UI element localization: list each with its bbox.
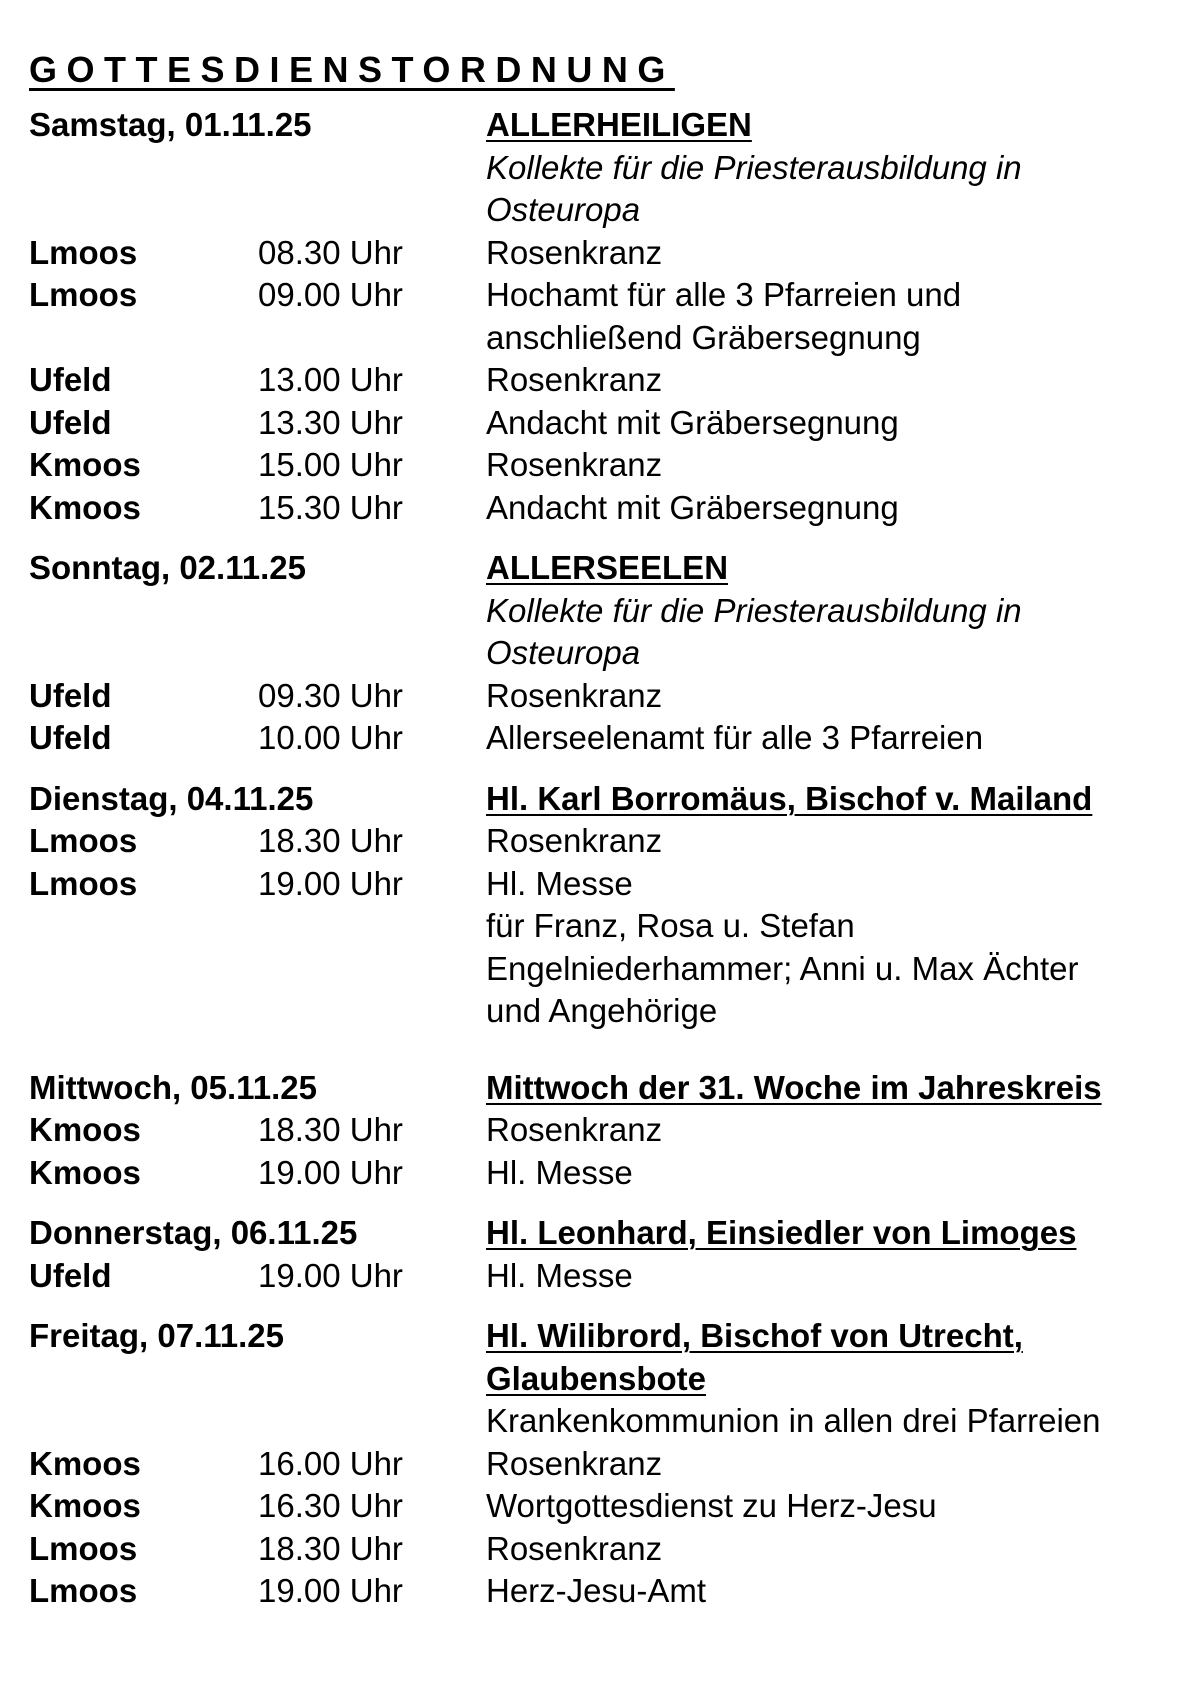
day-date: Donnerstag, 06.11.25: [29, 1214, 358, 1251]
service-place: Lmoos: [29, 1572, 138, 1609]
spacer: [29, 632, 486, 675]
day-header-row: [29, 547, 1169, 590]
service-time: 10.00 Uhr: [258, 719, 403, 756]
service-row: [29, 675, 1169, 718]
service-description: Engelniederhammer; Anni u. Max Ächter: [486, 949, 1079, 987]
service-row: [29, 717, 1169, 760]
service-row: [29, 359, 1169, 402]
service-place: Kmoos: [29, 1487, 141, 1524]
service-description: Wortgottesdienst zu Herz-Jesu: [486, 1487, 937, 1524]
service-time: 19.00 Uhr: [258, 864, 403, 902]
service-time: 18.30 Uhr: [258, 822, 403, 859]
day-header-row: [29, 1212, 1169, 1255]
day-gap: [29, 529, 1169, 547]
service-row: [29, 1152, 1169, 1195]
day-block: [29, 1212, 1169, 1297]
service-row: [29, 274, 1169, 317]
service-place: Lmoos: [29, 233, 138, 271]
feast-title: ALLERSEELEN: [486, 549, 729, 586]
day-block: [29, 778, 1169, 1033]
day-block: [29, 1315, 1169, 1613]
feast-title: Hl. Karl Borromäus, Bischof v. Mailand: [486, 779, 1093, 817]
service-row: [29, 444, 1169, 487]
service-time: 18.30 Uhr: [258, 1111, 403, 1148]
spacer: [258, 948, 486, 991]
spacer: [29, 317, 258, 360]
service-row: [29, 1443, 1169, 1486]
service-description: Hl. Messe: [486, 864, 633, 902]
service-time: 09.00 Uhr: [258, 276, 403, 313]
service-description: Hl. Messe: [486, 1256, 633, 1294]
day-header-row: [29, 189, 1169, 232]
service-place: Lmoos: [29, 276, 138, 313]
service-place: Ufeld: [29, 361, 112, 398]
service-time: 15.00 Uhr: [258, 446, 403, 483]
service-description: Rosenkranz: [486, 822, 663, 859]
service-description: Hochamt für alle 3 Pfarreien und: [486, 276, 962, 313]
service-place: Lmoos: [29, 864, 138, 902]
service-row: [29, 990, 1169, 1033]
spacer: [29, 990, 258, 1033]
service-row: [29, 1528, 1169, 1571]
service-time: 13.00 Uhr: [258, 361, 403, 398]
service-description: Rosenkranz: [486, 361, 663, 398]
service-row: [29, 317, 1169, 360]
service-description: Andacht mit Gräbersegnung: [486, 403, 899, 441]
day-note: Krankenkommunion in allen drei Pfarreien: [486, 1402, 1101, 1439]
spacer: [258, 317, 486, 360]
service-place: Kmoos: [29, 1153, 141, 1191]
service-place: Kmoos: [29, 1444, 141, 1482]
collection-note: Osteuropa: [486, 634, 641, 671]
day-header-row: [29, 778, 1169, 821]
day-date: Dienstag, 04.11.25: [29, 779, 314, 817]
day-gap: [29, 1033, 1169, 1067]
service-place: Kmoos: [29, 1111, 141, 1148]
spacer: [258, 990, 486, 1033]
service-description: Rosenkranz: [486, 233, 663, 271]
service-place: Lmoos: [29, 822, 138, 859]
day-block: [29, 104, 1169, 529]
service-row: [29, 1255, 1169, 1298]
spacer: [29, 1400, 486, 1443]
schedule-list: [29, 104, 1169, 1613]
day-header-row: [29, 104, 1169, 147]
service-row: [29, 487, 1169, 530]
day-block: [29, 1067, 1169, 1195]
schedule-page: [29, 48, 1169, 1613]
service-description: Andacht mit Gräbersegnung: [486, 488, 899, 526]
day-gap: [29, 760, 1169, 778]
service-time: 19.00 Uhr: [258, 1572, 403, 1609]
service-description: Rosenkranz: [486, 676, 663, 714]
day-header-row: [29, 632, 1169, 675]
spacer: [29, 147, 486, 190]
service-description: Rosenkranz: [486, 1444, 663, 1482]
service-description: und Angehörige: [486, 992, 718, 1029]
service-time: 15.30 Uhr: [258, 488, 403, 526]
service-place: Kmoos: [29, 488, 141, 526]
spacer: [29, 590, 486, 633]
day-date: Sonntag, 02.11.25: [29, 549, 306, 586]
service-row: [29, 1570, 1169, 1613]
service-row: [29, 1485, 1169, 1528]
service-description: Allerseelenamt für alle 3 Pfarreien: [486, 719, 984, 756]
service-time: 19.00 Uhr: [258, 1256, 403, 1294]
feast-title: Mittwoch der 31. Woche im Jahreskreis: [486, 1068, 1102, 1106]
service-place: Ufeld: [29, 403, 112, 441]
day-header-row: [29, 1358, 1169, 1401]
day-gap: [29, 1194, 1169, 1212]
service-description: für Franz, Rosa u. Stefan: [486, 907, 855, 944]
service-description: Rosenkranz: [486, 1529, 663, 1567]
feast-title: Hl. Wilibrord, Bischof von Utrecht,: [486, 1317, 1023, 1354]
service-row: [29, 1109, 1169, 1152]
service-description: Hl. Messe: [486, 1153, 633, 1191]
service-row: [29, 905, 1169, 948]
spacer: [29, 948, 258, 991]
spacer: [29, 189, 486, 232]
service-row: [29, 402, 1169, 445]
service-place: Ufeld: [29, 1256, 112, 1294]
day-header-row: [29, 1400, 1169, 1443]
service-time: 08.30 Uhr: [258, 233, 403, 271]
service-place: Ufeld: [29, 719, 112, 756]
service-description: Herz-Jesu-Amt: [486, 1572, 707, 1609]
feast-title: ALLERHEILIGEN: [486, 106, 752, 143]
collection-note: Osteuropa: [486, 191, 641, 228]
service-row: [29, 820, 1169, 863]
day-date: Mittwoch, 05.11.25: [29, 1068, 317, 1106]
service-description: Rosenkranz: [486, 1111, 663, 1148]
day-header-row: [29, 1315, 1169, 1358]
service-time: 16.00 Uhr: [258, 1444, 403, 1482]
service-description: anschließend Gräbersegnung: [486, 318, 921, 356]
service-row: [29, 232, 1169, 275]
service-time: 18.30 Uhr: [258, 1529, 403, 1567]
day-header-row: [29, 1067, 1169, 1110]
day-header-row: [29, 147, 1169, 190]
day-gap: [29, 1297, 1169, 1315]
collection-note: Kollekte für die Priesterausbildung in: [486, 591, 1022, 629]
service-place: Lmoos: [29, 1529, 138, 1567]
service-description: Rosenkranz: [486, 446, 663, 483]
feast-title: Glaubensbote: [486, 1359, 707, 1397]
spacer: [258, 905, 486, 948]
day-header-row: [29, 590, 1169, 633]
service-row: [29, 863, 1169, 906]
feast-title: Hl. Leonhard, Einsiedler von Limoges: [486, 1214, 1077, 1251]
page-title: GOTTESDIENSTORDNUNG: [29, 49, 675, 90]
day-date: Freitag, 07.11.25: [29, 1317, 284, 1354]
day-block: [29, 547, 1169, 760]
collection-note: Kollekte für die Priesterausbildung in: [486, 148, 1022, 186]
service-place: Kmoos: [29, 446, 141, 483]
service-row: [29, 948, 1169, 991]
service-time: 19.00 Uhr: [258, 1153, 403, 1191]
spacer: [29, 1358, 486, 1401]
service-time: 13.30 Uhr: [258, 403, 403, 441]
service-time: 16.30 Uhr: [258, 1487, 403, 1524]
spacer: [29, 905, 258, 948]
day-date: Samstag, 01.11.25: [29, 106, 312, 143]
service-time: 09.30 Uhr: [258, 676, 403, 714]
service-place: Ufeld: [29, 676, 112, 714]
